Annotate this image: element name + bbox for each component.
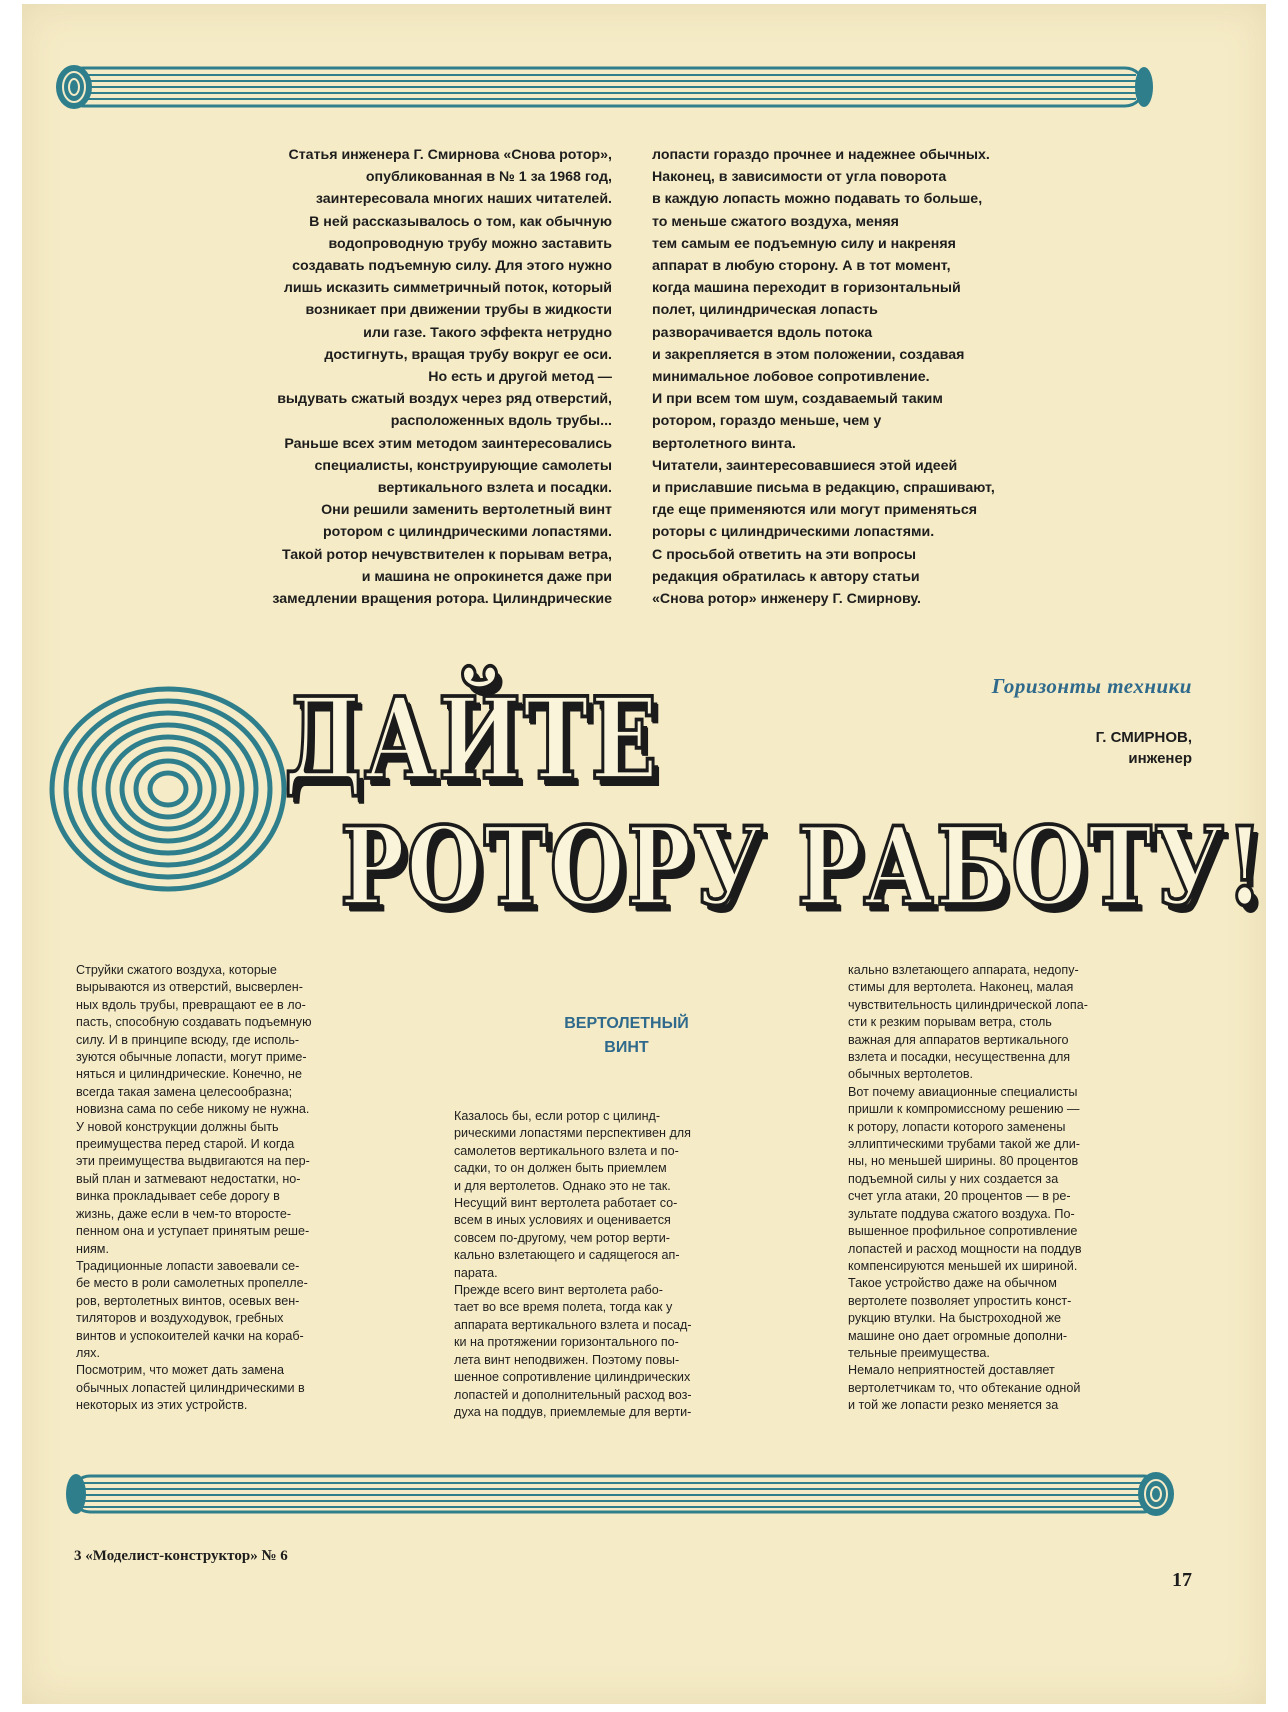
col2-line: шенное сопротивление цилиндрических xyxy=(454,1370,691,1385)
col3-line: рукцию втулки. На быстроходной же xyxy=(848,1311,1062,1326)
col1-line: тиляторов и воздуходувок, гребных xyxy=(76,1311,284,1326)
col1-line: вый план и затмевают недостатки, но- xyxy=(76,1171,301,1186)
col1-line: Традиционные лопасти завоевали се- xyxy=(76,1258,300,1273)
intro-right-line: лопасти гораздо прочнее и надежнее обычных. xyxy=(652,147,990,163)
intro-left-line: Такой ротор нечувствителен к порывам ветра, xyxy=(281,546,612,563)
col2-line: ки на протяжении горизонтального по- xyxy=(454,1335,679,1350)
intro-right-line: разворачивается вдоль потока xyxy=(652,324,873,341)
col2-line: и для вертолетов. Однако это не так. xyxy=(454,1178,671,1193)
intro-left-line: заинтересовала многих наших читателей. xyxy=(315,191,612,208)
intro-left-line: В ней рассказывалось о том, как обычную xyxy=(309,213,612,230)
body-column-3 xyxy=(848,962,1193,1415)
col1-line: некоторых из этих устройств. xyxy=(76,1398,248,1413)
col2-line: Казалось бы, если ротор с цилинд- xyxy=(454,1109,661,1123)
author-name: Г. СМИРНОВ, xyxy=(1095,729,1192,746)
intro-right-line: Наконец, в зависимости от угла поворота xyxy=(652,169,947,186)
subheading-line2: ВИНТ xyxy=(604,1039,649,1056)
intro-left-line: или газе. Такого эффекта нетрудно xyxy=(363,324,612,341)
intro-right-line: Читатели, заинтересовавшиеся этой идеей xyxy=(652,457,958,474)
subheading-line1: ВЕРТОЛЕТНЫЙ xyxy=(564,1015,689,1032)
intro-right-line: и приславшие письма в редакцию, спрашивают, xyxy=(652,480,995,497)
col1-line: ниям. xyxy=(76,1241,109,1256)
col3-line: кально взлетающего аппарата, недопу- xyxy=(848,963,1079,977)
author-title: инженер xyxy=(1128,750,1192,767)
col3-line: вертолетчикам то, что обтекание одной xyxy=(848,1380,1081,1395)
col1-line: вырываются из отверстий, высверлен- xyxy=(76,980,303,995)
col3-line: Такое устройство даже на обычном xyxy=(848,1276,1057,1291)
col3-line: сти к резким порывам ветра, столь xyxy=(848,1015,1052,1030)
intro-right-line: редакция обратилась к автору статьи xyxy=(652,568,920,585)
col2-line: совсем по-другому, чем ротор верти- xyxy=(454,1230,670,1245)
intro-right-line: тем самым ее подъемную силу и накреняя xyxy=(652,235,956,252)
intro-left-line: достигнуть, вращая трубу вокруг ее оси. xyxy=(324,346,612,363)
col1-line: силу. И в принципе всюду, где исполь- xyxy=(76,1032,300,1047)
col2-line: самолетов вертикального взлета и по- xyxy=(454,1143,679,1158)
intro-right-line: С просьбой ответить на эти вопросы xyxy=(652,546,916,563)
intro-right-line: полет, цилиндрическая лопасть xyxy=(652,302,878,319)
col1-line: У новой конструкции должны быть xyxy=(76,1119,279,1134)
intro-left-line: водопроводную трубу можно заставить xyxy=(328,235,612,252)
intro-left-line: опубликованная в № 1 за 1968 год, xyxy=(365,169,612,186)
intro-left-line: Они решили заменить вертолетный винт xyxy=(321,502,612,519)
section-rubric: Горизонты техники xyxy=(991,674,1192,698)
intro-right-line: когда машина переходит в горизонтальный xyxy=(652,280,961,297)
col1-line: пенном она и уступает принятым реше- xyxy=(76,1224,310,1239)
col2-line: садки, то он должен быть приемлем xyxy=(454,1161,667,1176)
col1-line: ров, вертолетных винтов, осевых вен- xyxy=(76,1293,300,1308)
intro-left-line: вертикального взлета и посадки. xyxy=(377,480,612,497)
col3-line: чувствительность цилиндрической лопа- xyxy=(848,997,1088,1012)
intro-left-line: ротором с цилиндрическими лопастями. xyxy=(322,524,612,541)
intro-left-line: замедлении вращения ротора. Цилиндрические xyxy=(272,591,612,608)
col1-line: винка прокладывает себе дорогу в xyxy=(76,1189,280,1204)
col2-line: духа на поддув, приемлемые для верти- xyxy=(454,1404,692,1419)
col1-line: эти преимущества выдвигаются на пер- xyxy=(76,1154,310,1169)
subheading xyxy=(454,1012,799,1060)
col1-line: жизнь, даже если в чем-то второсте- xyxy=(76,1206,292,1221)
col2-line: Прежде всего винт вертолета рабо- xyxy=(454,1283,663,1298)
col3-line: и той же лопасти резко меняется за xyxy=(848,1398,1059,1413)
col1-line: винтов и успокоителей качки на кораб- xyxy=(76,1328,304,1343)
col2-line: кально взлетающего и садящегося ап- xyxy=(454,1248,680,1263)
headline-line1: ДАЙТЕ xyxy=(284,672,660,806)
spiral-rings-icon xyxy=(48,684,288,899)
col2-line: всем в иных условиях и оценивается xyxy=(454,1213,671,1228)
intro-left-line: Раньше всех этим методом заинтересовались xyxy=(284,435,612,452)
col2-line: Несущий винт вертолета работает со- xyxy=(454,1196,678,1211)
intro-right-line: минимальное лобовое сопротивление. xyxy=(652,369,930,386)
col1-line: Посмотрим, что может дать замена xyxy=(76,1363,284,1378)
col3-line: взлета и посадки, несущественна для xyxy=(848,1050,1071,1065)
col1-line: бе место в роли самолетных пропелле- xyxy=(76,1276,308,1291)
col3-line: Вот почему авиационные специалисты xyxy=(848,1084,1078,1099)
intro-right-line: ротором, гораздо меньше, чем у xyxy=(652,413,882,430)
intro-right-line: то меньше сжатого воздуха, меняя xyxy=(652,213,899,230)
tube-ornament-bottom xyxy=(56,1470,1186,1518)
author-byline xyxy=(1002,727,1192,769)
col2-line: рическими лопастями перспективен для xyxy=(454,1126,691,1141)
col1-line: всегда такая замена целесообразна; xyxy=(76,1084,293,1099)
body-column-2 xyxy=(454,1108,799,1421)
col2-line: аппарата вертикального взлета и посад- xyxy=(454,1317,692,1332)
page-number: 17 xyxy=(1172,1569,1192,1591)
col3-line: вышенное профильное сопротивление xyxy=(848,1224,1078,1239)
headline-line2: РОТОРУ РАБОТУ! xyxy=(340,804,1266,931)
intro-right-line: вертолетного винта. xyxy=(652,435,796,452)
intro-right-line: И при всем том шум, создаваемый таким xyxy=(652,391,943,408)
col2-line: тает во все время полета, тогда как у xyxy=(454,1300,673,1315)
col3-line: тельные преимущества. xyxy=(848,1345,990,1360)
intro-left-line: выдувать сжатый воздух через ряд отверстий, xyxy=(277,391,612,408)
intro-left-line: лишь исказить симметричный поток, который xyxy=(283,280,612,297)
col1-line: лях. xyxy=(76,1345,100,1360)
intro-right-line: в каждую лопасть можно подавать то больше, xyxy=(652,191,983,208)
magazine-page xyxy=(22,4,1266,1704)
intro-left-line: Но есть и другой метод — xyxy=(428,369,612,386)
intro-column-left xyxy=(172,144,612,610)
col3-line: к ротору, лопасти которого заменены xyxy=(848,1119,1066,1134)
col3-line: ны, но меньшей ширины. 80 процентов xyxy=(848,1154,1079,1169)
col1-line: новизна сама по себе никому не нужна. xyxy=(76,1102,310,1117)
intro-right-line: аппарат в любую сторону. А в тот момент, xyxy=(652,258,951,275)
col3-line: лопастей и расход мощности на поддув xyxy=(848,1241,1082,1256)
col3-line: машине оно дает огромные дополни- xyxy=(848,1328,1068,1343)
col3-line: компенсируются меньшей их шириной. xyxy=(848,1258,1078,1273)
intro-right-line: где еще применяются или могут применяться xyxy=(652,502,977,519)
intro-left-line: создавать подъемную силу. Для этого нужно xyxy=(292,258,612,275)
intro-left-line: специалисты, конструирующие самолеты xyxy=(314,457,612,474)
col2-line: лопастей и дополнительный расход воз- xyxy=(454,1387,692,1402)
col1-line: Струйки сжатого воздуха, которые xyxy=(76,963,277,977)
intro-right-line: и закрепляется в этом положении, создавая xyxy=(652,346,965,363)
col2-line: парата. xyxy=(454,1265,498,1280)
body-column-1 xyxy=(76,962,421,1415)
intro-left-line: расположенных вдоль трубы... xyxy=(390,413,612,430)
col3-line: счет угла атаки, 20 процентов — в ре- xyxy=(848,1189,1071,1204)
col1-line: ных вдоль трубы, превращают ее в ло- xyxy=(76,997,306,1012)
intro-left-line: возникает при движении трубы в жидкости xyxy=(305,302,612,319)
col3-line: стимы для вертолета. Наконец, малая xyxy=(848,980,1074,995)
col3-line: Немало неприятностей доставляет xyxy=(848,1363,1055,1378)
col1-line: пасть, способную создавать подъемную xyxy=(76,1015,312,1030)
col3-line: эллиптическими трубами такой же дли- xyxy=(848,1137,1080,1152)
intro-right-line: «Снова ротор» инженеру Г. Смирнову. xyxy=(652,591,921,608)
tube-ornament-top xyxy=(44,62,1174,112)
col3-line: подъемной силы у них создается за xyxy=(848,1171,1059,1186)
col1-line: зуются обычные лопасти, могут приме- xyxy=(76,1050,307,1065)
col2-line: лета винт неподвижен. Поэтому повы- xyxy=(454,1352,680,1367)
intro-left-line: и машина не опрокинется даже при xyxy=(361,568,612,585)
col3-line: пришли к компромиссному решению — xyxy=(848,1102,1080,1117)
col3-line: важная для аппаратов вертикального xyxy=(848,1032,1069,1047)
col3-line: зультате поддува сжатого воздуха. По- xyxy=(848,1206,1075,1221)
col1-line: няться и цилиндрические. Конечно, не xyxy=(76,1067,302,1082)
col1-line: обычных лопастей цилиндрическими в xyxy=(76,1380,305,1395)
col1-line: преимущества перед старой. И когда xyxy=(76,1137,295,1152)
magazine-issue-footer: 3 «Моделист-конструктор» № 6 xyxy=(74,1548,288,1564)
col3-line: обычных вертолетов. xyxy=(848,1067,974,1082)
intro-right-line: роторы с цилиндрическими лопастями. xyxy=(652,524,935,541)
col3-line: вертолете позволяет упростить конст- xyxy=(848,1293,1072,1308)
intro-left-line: Статья инженера Г. Смирнова «Снова ротор», xyxy=(288,147,612,163)
intro-column-right xyxy=(652,144,1092,610)
